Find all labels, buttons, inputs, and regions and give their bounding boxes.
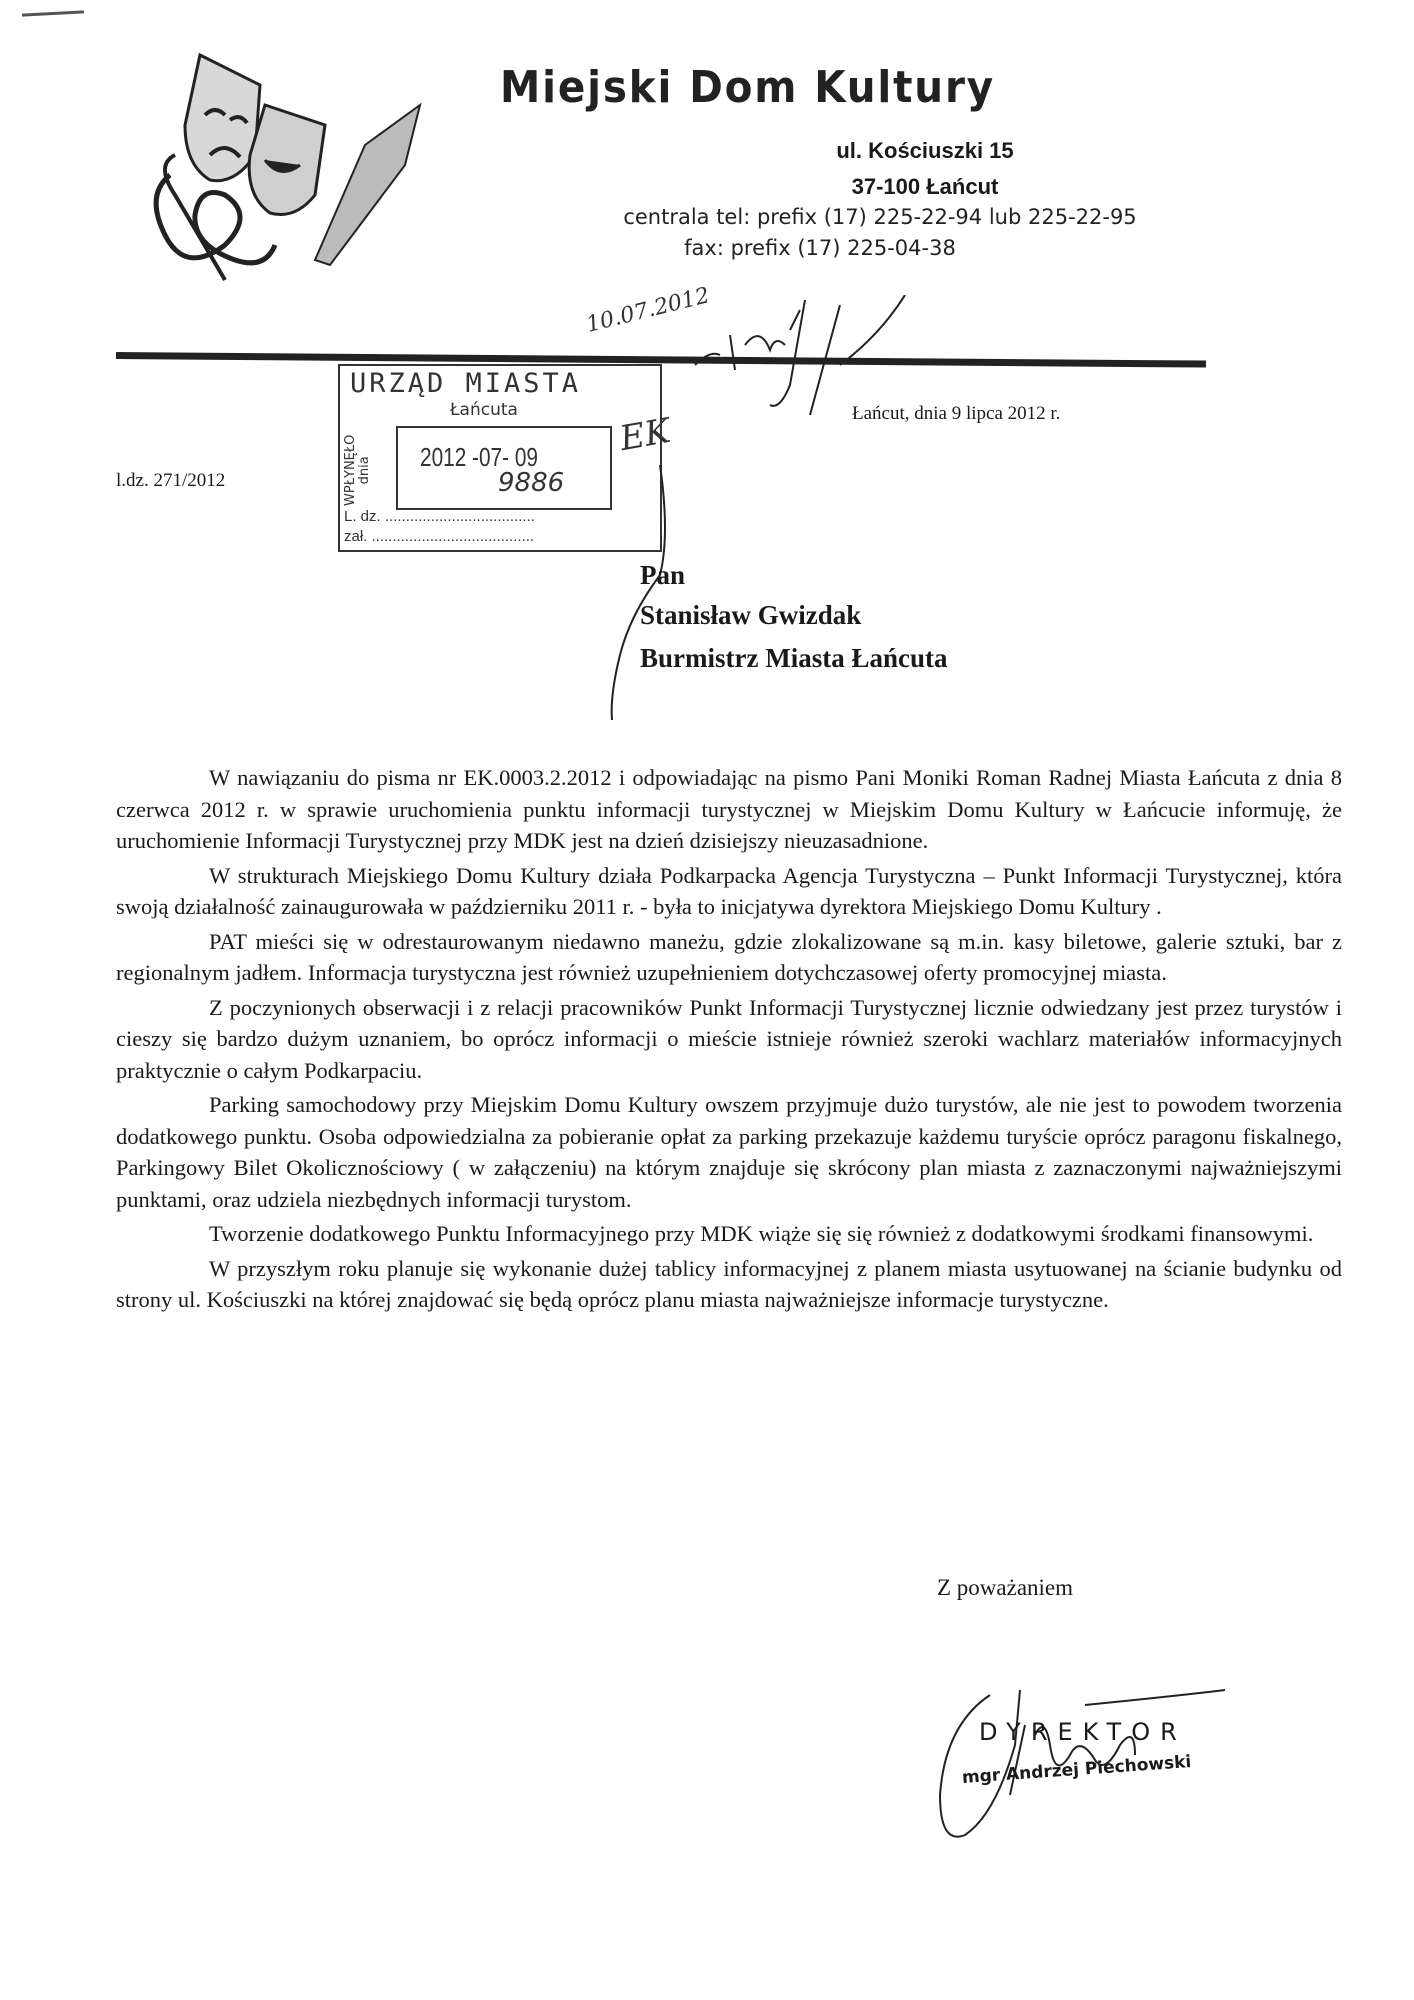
- letter-body: [116, 762, 1342, 1319]
- postal-city: 37-100 Łańcut: [851, 174, 999, 199]
- phone-line: centrala tel: prefix (17) 225-22-94 lub 225-22-95: [623, 205, 1137, 229]
- stamp-date: 2012 -07- 09: [420, 442, 538, 472]
- stamp-subtitle: Łańcuta: [450, 400, 518, 420]
- stamp-entry-number: 9886: [498, 468, 565, 498]
- body-paragraph: Parking samochodowy przy Miejskim Domu Kultury owszem przyjmuje dużo turystów, ale nie jest to powodem tworzenia dodatkowego punktu. Osoba odpowiedzialna za pobieranie opłat za parking przekazuje każdemu turyście oprócz paragonu fiskalnego, Parkingowy Bilet Okolicznościowy ( w załączeniu) na którym znajduje się skrócony plan miasta z zaznaczonymi najważniejszymi punktami, oraz udziela niezbędnych informacji turystom.: [116, 1092, 1342, 1212]
- body-paragraph: W przyszłym roku planuje się wykonanie dużej tablicy informacyjnej z planem miasta usytuowanej na ścianie budynku od strony ul. Kościuszki na której znajdować się będą oprócz planu miasta najważniejsze informacje turystyczne.: [116, 1255, 1342, 1312]
- handwritten-received-date: 10.07.2012: [583, 283, 713, 338]
- stamp-zal: zał. .......................................: [344, 528, 535, 545]
- theatre-masks-logo: [115, 45, 435, 285]
- body-paragraph: W nawiązaniu do pisma nr EK.0003.2.2012 i odpowiadając na pismo Pani Moniki Roman Radnej Miasta Łańcuta z dnia 8 czerwca 2012 r. w sprawie uruchomienia punktu informacji turystycznej w Miejskim Domu Kultury w Łańcucie informuję, że uruchomienie Informacji Turystycznej przy MDK jest na dzień dzisiejszy nieuzasadnione.: [116, 765, 1342, 853]
- body-paragraph: Tworzenie dodatkowego Punktu Informacyjnego przy MDK wiąże się się również z dodatkowymi środkami finansowymi.: [209, 1221, 1314, 1246]
- body-paragraph: PAT mieści się w odrestaurowanym niedawno maneżu, gdzie zlokalizowane są m.in. kasy biletowe, galerie sztuki, bar z regionalnym jadłem. Informacja turystyczna jest również uzupełnieniem dotychczasowej oferty promocyjnej miasta.: [116, 928, 1342, 985]
- body-paragraph: Z poczynionych obserwacji i z relacji pracowników Punkt Informacji Turystycznej licznie odwiedzany jest przez turystów i cieszy się bardzo dużym uznaniem, bo oprócz informacji o mieście istnieje również szeroki wachlarz materiałów informacyjnych praktycznie o całym Podkarpaciu.: [116, 994, 1342, 1083]
- body-paragraph: W strukturach Miejskiego Domu Kultury działa Podkarpacka Agencja Turystyczna – Punkt Informacji Turystycznej, która swoją działalność zainaugurowała w październiku 2011 r. - była to inicjatywa dyrektora Miejskiego Domu Kultury .: [116, 862, 1342, 919]
- stamp-title: URZĄD MIASTA: [350, 368, 582, 399]
- signatory-name: mgr Andrzej Piechowski: [961, 1751, 1192, 1788]
- handwritten-initials: EK: [616, 410, 674, 460]
- stamp-ldz: L. dz. ....................................: [344, 508, 535, 525]
- stamp-date-box: [396, 426, 612, 510]
- street-address: ul. Kościuszki 15: [836, 138, 1014, 163]
- signature-title: DYREKTOR: [979, 1718, 1187, 1746]
- closing-phrase: Z poważaniem: [937, 1575, 1074, 1600]
- stamp-vertical-label: WPŁYNĘŁO dnia: [343, 434, 372, 506]
- place-date: Łańcut, dnia 9 lipca 2012 r.: [852, 403, 1061, 424]
- organization-name: Miejski Dom Kultury: [500, 62, 995, 113]
- recipient-title: Burmistrz Miasta Łańcuta: [640, 643, 948, 673]
- recipient-name: Stanisław Gwizdak: [640, 600, 862, 630]
- fax-line: fax: prefix (17) 225-04-38: [684, 236, 956, 260]
- recipient-salutation: Pan: [640, 560, 686, 590]
- reference-number: l.dz. 271/2012: [116, 470, 226, 491]
- scan-mark: [22, 10, 84, 16]
